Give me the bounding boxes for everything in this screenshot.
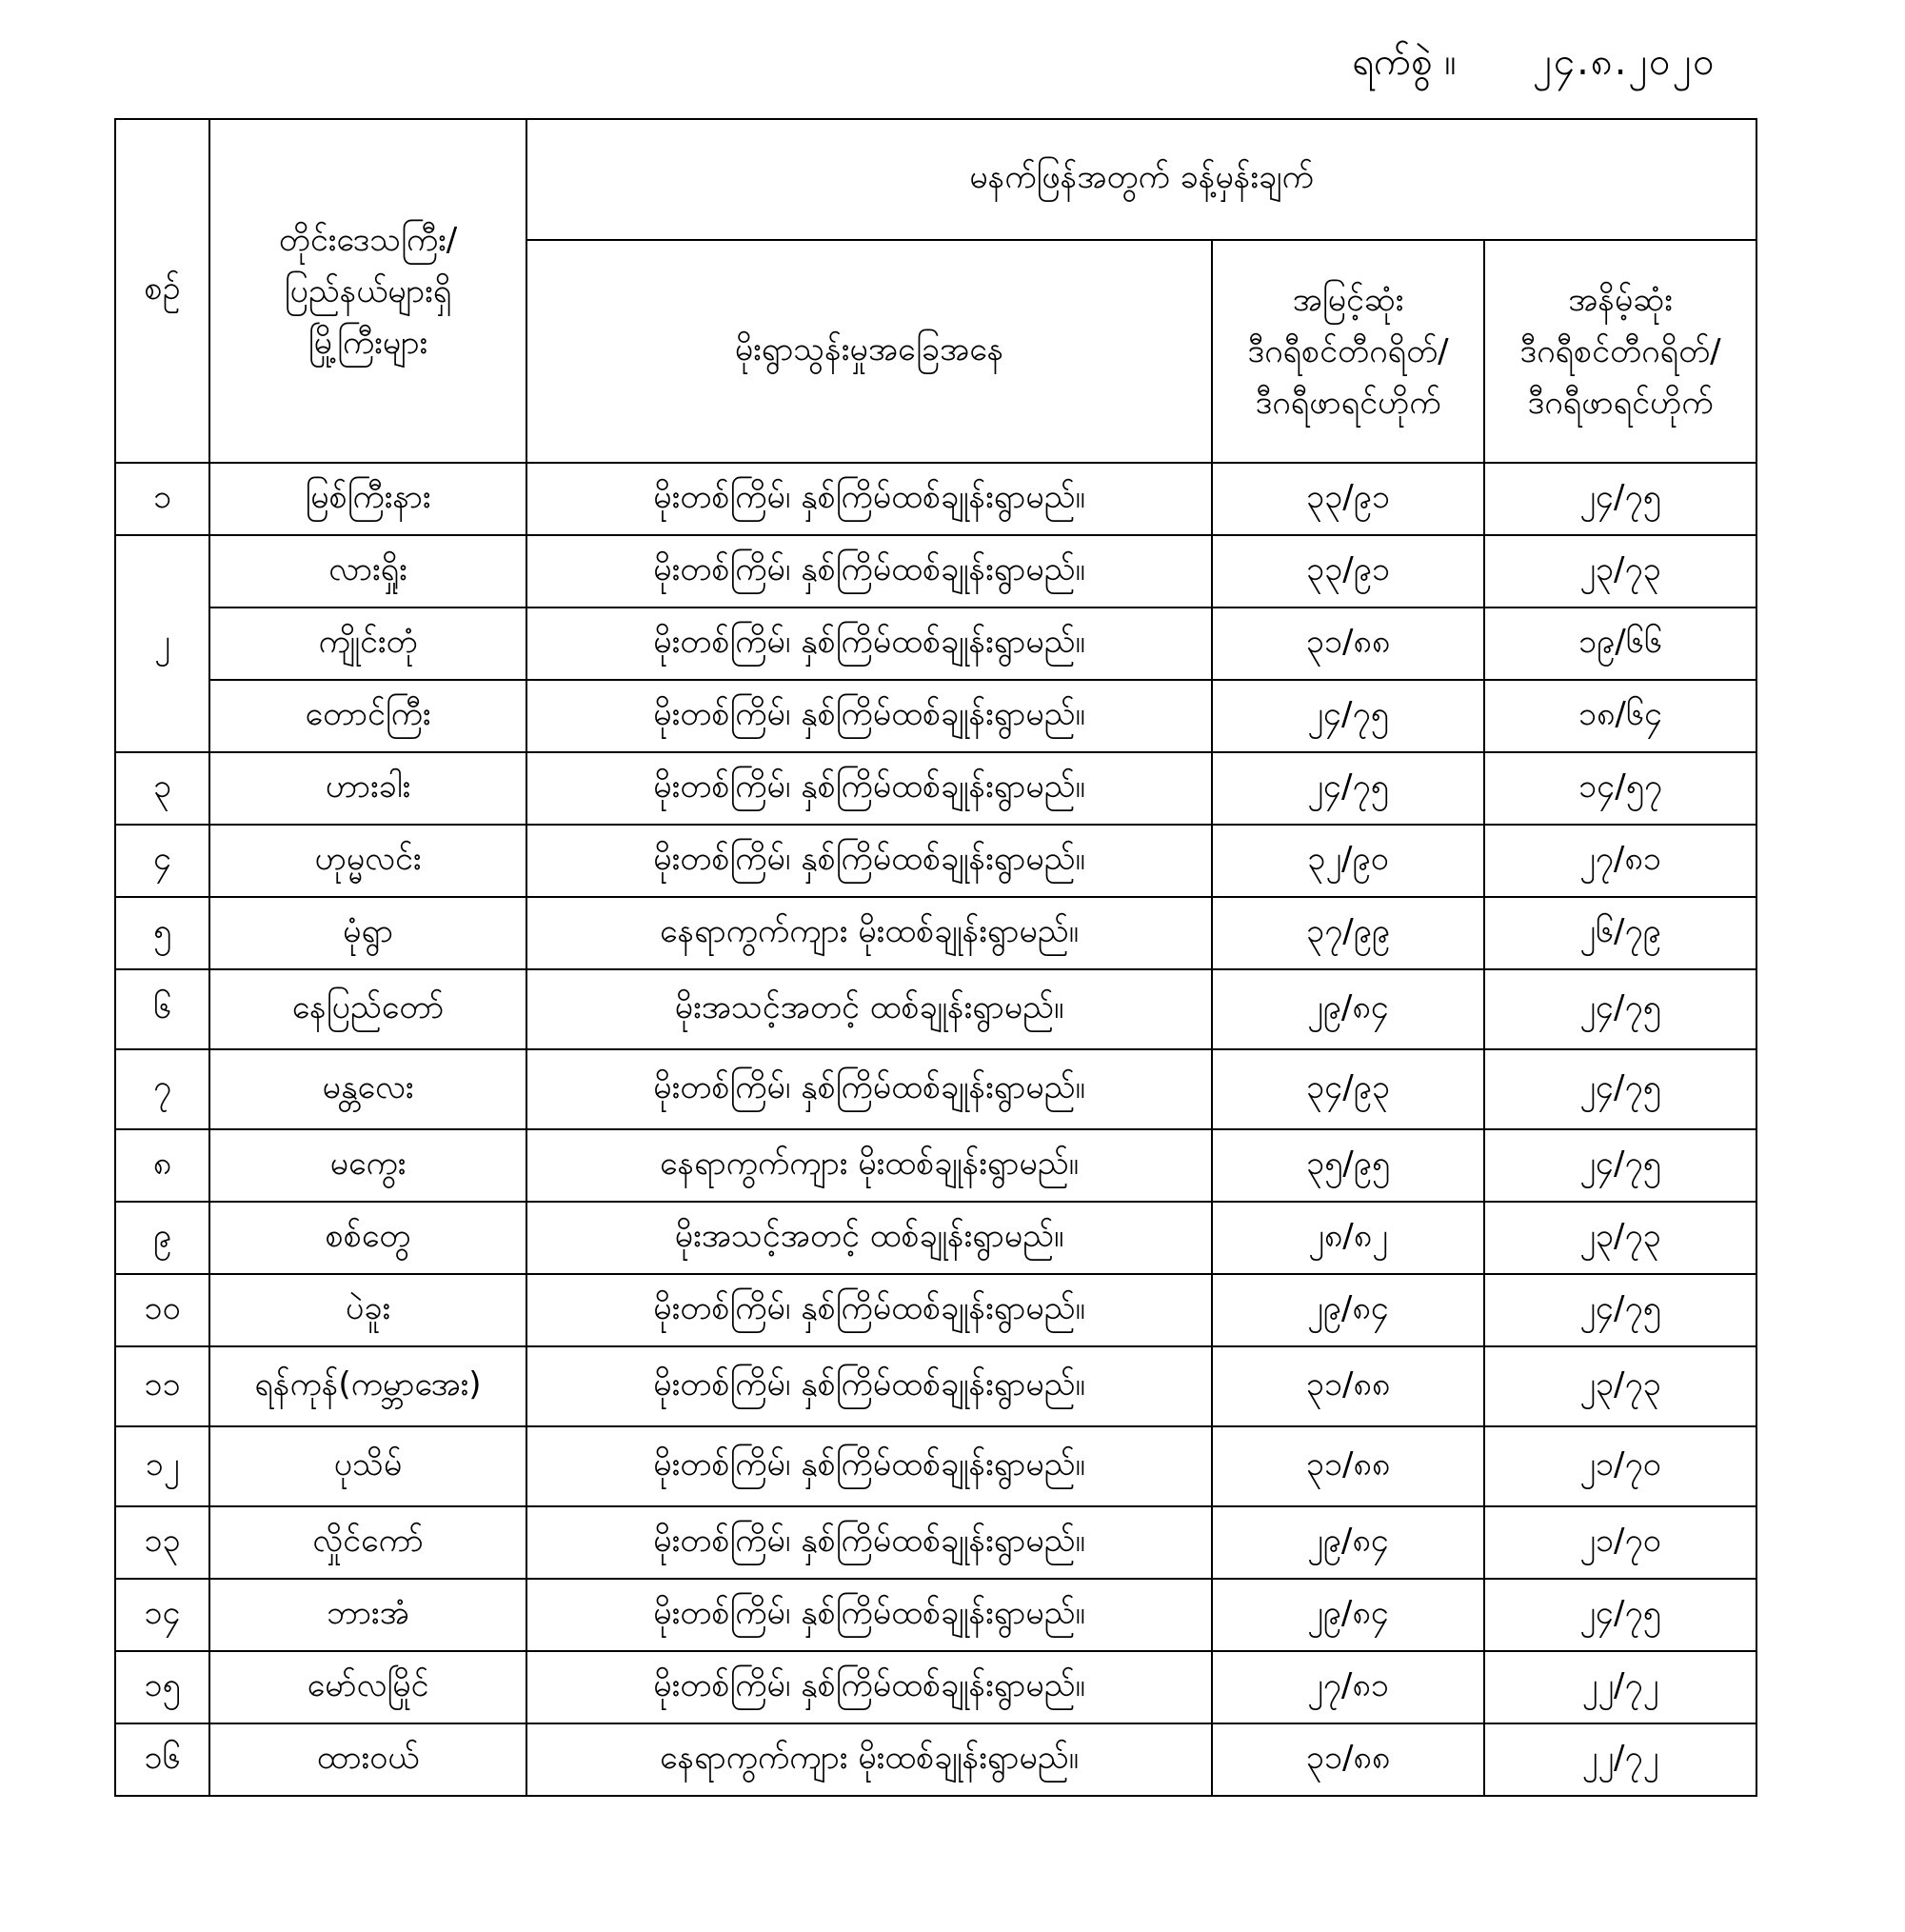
table-row [115, 1723, 1756, 1796]
rain-condition: မိုးတစ်ကြိမ်၊ နှစ်ကြိမ်ထစ်ချုန်းရွာမည်။ [526, 752, 1212, 825]
city-name: ထားဝယ် [209, 1723, 526, 1796]
max-temp: ၂၉/၈၄ [1212, 1506, 1484, 1579]
min-temp: ၂၄/၇၅ [1484, 1274, 1756, 1346]
weather-forecast-table [114, 118, 1757, 1797]
min-temp: ၂၆/၇၉ [1484, 897, 1756, 969]
row-number: ၉ [115, 1202, 209, 1274]
row-number: ၂ [115, 535, 209, 752]
city-name: ကျိုင်းတုံ [209, 607, 526, 680]
city-name: ပုသိမ် [209, 1426, 526, 1506]
rain-condition: မိုးတစ်ကြိမ်၊ နှစ်ကြိမ်ထစ်ချုန်းရွာမည်။ [526, 825, 1212, 897]
min-temp: ၂၃/၇၃ [1484, 535, 1756, 607]
city-name: လားရှိုး [209, 535, 526, 607]
max-temp: ၃၇/၉၉ [1212, 897, 1484, 969]
header-city-line: တိုင်းဒေသကြီး/ [278, 220, 458, 259]
max-temp: ၂၉/၈၄ [1212, 1579, 1484, 1651]
row-number: ၁ [115, 463, 209, 535]
header-min-line: ဒီဂရီစင်တီဂရိတ်/ [1519, 332, 1721, 370]
city-name: ပဲခူး [209, 1274, 526, 1346]
header-no: စဉ် [115, 119, 209, 463]
city-name: မုံရွာ [209, 897, 526, 969]
row-number: ၁၄ [115, 1579, 209, 1651]
min-temp: ၂၁/၇၀ [1484, 1426, 1756, 1506]
min-temp: ၂၁/၇၀ [1484, 1506, 1756, 1579]
table-row [115, 897, 1756, 969]
table-row [115, 535, 1756, 607]
max-temp: ၂၉/၈၄ [1212, 1274, 1484, 1346]
min-temp: ၂၄/၇၅ [1484, 1579, 1756, 1651]
rain-condition: နေရာကွက်ကျား မိုးထစ်ချုန်းရွာမည်။ [526, 897, 1212, 969]
table-row [115, 607, 1756, 680]
row-number: ၁၀ [115, 1274, 209, 1346]
rain-condition: မိုးတစ်ကြိမ်၊ နှစ်ကြိမ်ထစ်ချုန်းရွာမည်။ [526, 1506, 1212, 1579]
city-name: နေပြည်တော် [209, 969, 526, 1049]
min-temp: ၂၇/၈၁ [1484, 825, 1756, 897]
rain-condition: မိုးတစ်ကြိမ်၊ နှစ်ကြိမ်ထစ်ချုန်းရွာမည်။ [526, 1579, 1212, 1651]
rain-condition: မိုးအသင့်အတင့် ထစ်ချုန်းရွာမည်။ [526, 1202, 1212, 1274]
table-row [115, 1579, 1756, 1651]
table-row [115, 969, 1756, 1049]
rain-condition: နေရာကွက်ကျား မိုးထစ်ချုန်းရွာမည်။ [526, 1723, 1212, 1796]
rain-condition: မိုးတစ်ကြိမ်၊ နှစ်ကြိမ်ထစ်ချုန်းရွာမည်။ [526, 1049, 1212, 1129]
date-label: ရက်စွဲ ။ [1352, 40, 1457, 84]
row-number: ၄ [115, 825, 209, 897]
city-name: လှိုင်ကော် [209, 1506, 526, 1579]
table-row [115, 680, 1756, 752]
table-row [115, 825, 1756, 897]
rain-condition: မိုးတစ်ကြိမ်၊ နှစ်ကြိမ်ထစ်ချုန်းရွာမည်။ [526, 1346, 1212, 1426]
rain-condition: မိုးတစ်ကြိမ်၊ နှစ်ကြိမ်ထစ်ချုန်းရွာမည်။ [526, 607, 1212, 680]
table-row [115, 1274, 1756, 1346]
table-row [115, 1049, 1756, 1129]
city-name: မန္တလေး [209, 1049, 526, 1129]
city-name: ဟားခါး [209, 752, 526, 825]
city-name: ဟုမ္မလင်း [209, 825, 526, 897]
header-forecast-group: မနက်ဖြန်အတွက် ခန့်မှန်းချက် [526, 119, 1756, 240]
table-row [115, 1346, 1756, 1426]
city-name: ရန်ကုန်(ကမ္ဘာအေး) [209, 1346, 526, 1426]
row-number: ၅ [115, 897, 209, 969]
header-min-line: အနိမ့်ဆုံး [1568, 281, 1673, 319]
header-city-line: မြို့ကြီးများ [308, 323, 428, 362]
row-number: ၁၆ [115, 1723, 209, 1796]
row-number: ၇ [115, 1049, 209, 1129]
header-max-line: ဒီဂရီဖာရင်ဟိုက် [1255, 384, 1441, 422]
row-number: ၈ [115, 1129, 209, 1202]
header-max-temp [1212, 240, 1484, 463]
city-name: မြစ်ကြီးနား [209, 463, 526, 535]
max-temp: ၂၉/၈၄ [1212, 969, 1484, 1049]
max-temp: ၃၅/၉၅ [1212, 1129, 1484, 1202]
min-temp: ၂၂/၇၂ [1484, 1651, 1756, 1723]
rain-condition: နေရာကွက်ကျား မိုးထစ်ချုန်းရွာမည်။ [526, 1129, 1212, 1202]
table-row [115, 1426, 1756, 1506]
max-temp: ၂၈/၈၂ [1212, 1202, 1484, 1274]
min-temp: ၂၄/၇၅ [1484, 1129, 1756, 1202]
rain-condition: မိုးတစ်ကြိမ်၊ နှစ်ကြိမ်ထစ်ချုန်းရွာမည်။ [526, 535, 1212, 607]
max-temp: ၃၃/၉၁ [1212, 463, 1484, 535]
rain-condition: မိုးတစ်ကြိမ်၊ နှစ်ကြိမ်ထစ်ချုန်းရွာမည်။ [526, 1274, 1212, 1346]
min-temp: ၁၈/၆၄ [1484, 680, 1756, 752]
min-temp: ၂၄/၇၅ [1484, 463, 1756, 535]
city-name: ဘားအံ [209, 1579, 526, 1651]
table-row [115, 1651, 1756, 1723]
max-temp: ၃၂/၉၀ [1212, 825, 1484, 897]
rain-condition: မိုးတစ်ကြိမ်၊ နှစ်ကြိမ်ထစ်ချုန်းရွာမည်။ [526, 463, 1212, 535]
min-temp: ၂၃/၇၃ [1484, 1202, 1756, 1274]
table-row [115, 1202, 1756, 1274]
max-temp: ၃၃/၉၁ [1212, 535, 1484, 607]
row-number: ၃ [115, 752, 209, 825]
min-temp: ၂၄/၇၅ [1484, 1049, 1756, 1129]
table-row [115, 1506, 1756, 1579]
row-number: ၁၃ [115, 1506, 209, 1579]
max-temp: ၃၁/၈၈ [1212, 607, 1484, 680]
max-temp: ၂၇/၈၁ [1212, 1651, 1484, 1723]
city-name: စစ်တွေ [209, 1202, 526, 1274]
rain-condition: မိုးအသင့်အတင့် ထစ်ချုန်းရွာမည်။ [526, 969, 1212, 1049]
min-temp: ၁၄/၅၇ [1484, 752, 1756, 825]
row-number: ၁၁ [115, 1346, 209, 1426]
max-temp: ၃၁/၈၈ [1212, 1723, 1484, 1796]
header-city-line: ပြည်နယ်များရှိ [284, 271, 452, 310]
rain-condition: မိုးတစ်ကြိမ်၊ နှစ်ကြိမ်ထစ်ချုန်းရွာမည်။ [526, 680, 1212, 752]
rain-condition: မိုးတစ်ကြိမ်၊ နှစ်ကြိမ်ထစ်ချုန်းရွာမည်။ [526, 1651, 1212, 1723]
header-max-line: အမြင့်ဆုံး [1292, 281, 1404, 319]
min-temp: ၂၄/၇၅ [1484, 969, 1756, 1049]
city-name: တောင်ကြီး [209, 680, 526, 752]
table-row [115, 463, 1756, 535]
max-temp: ၂၄/၇၅ [1212, 680, 1484, 752]
document-date [1352, 38, 1752, 86]
max-temp: ၃၄/၉၃ [1212, 1049, 1484, 1129]
max-temp: ၂၄/၇၅ [1212, 752, 1484, 825]
header-city [209, 119, 526, 463]
min-temp: ၂၃/၇၃ [1484, 1346, 1756, 1426]
row-number: ၆ [115, 969, 209, 1049]
city-name: မကွေး [209, 1129, 526, 1202]
row-number: ၁၂ [115, 1426, 209, 1506]
date-value: ၂၄.၈.၂၀၂၀ [1533, 40, 1716, 84]
table-row [115, 752, 1756, 825]
max-temp: ၃၁/၈၈ [1212, 1346, 1484, 1426]
min-temp: ၂၂/၇၂ [1484, 1723, 1756, 1796]
city-name: မော်လမြိုင် [209, 1651, 526, 1723]
row-number: ၁၅ [115, 1651, 209, 1723]
header-min-temp [1484, 240, 1756, 463]
max-temp: ၃၁/၈၈ [1212, 1426, 1484, 1506]
header-min-line: ဒီဂရီဖာရင်ဟိုက် [1527, 384, 1714, 422]
min-temp: ၁၉/၆၆ [1484, 607, 1756, 680]
table-row [115, 1129, 1756, 1202]
header-max-line: ဒီဂရီစင်တီဂရိတ်/ [1247, 332, 1449, 370]
header-condition: မိုးရွာသွန်းမှုအခြေအနေ [526, 240, 1212, 463]
rain-condition: မိုးတစ်ကြိမ်၊ နှစ်ကြိမ်ထစ်ချုန်းရွာမည်။ [526, 1426, 1212, 1506]
